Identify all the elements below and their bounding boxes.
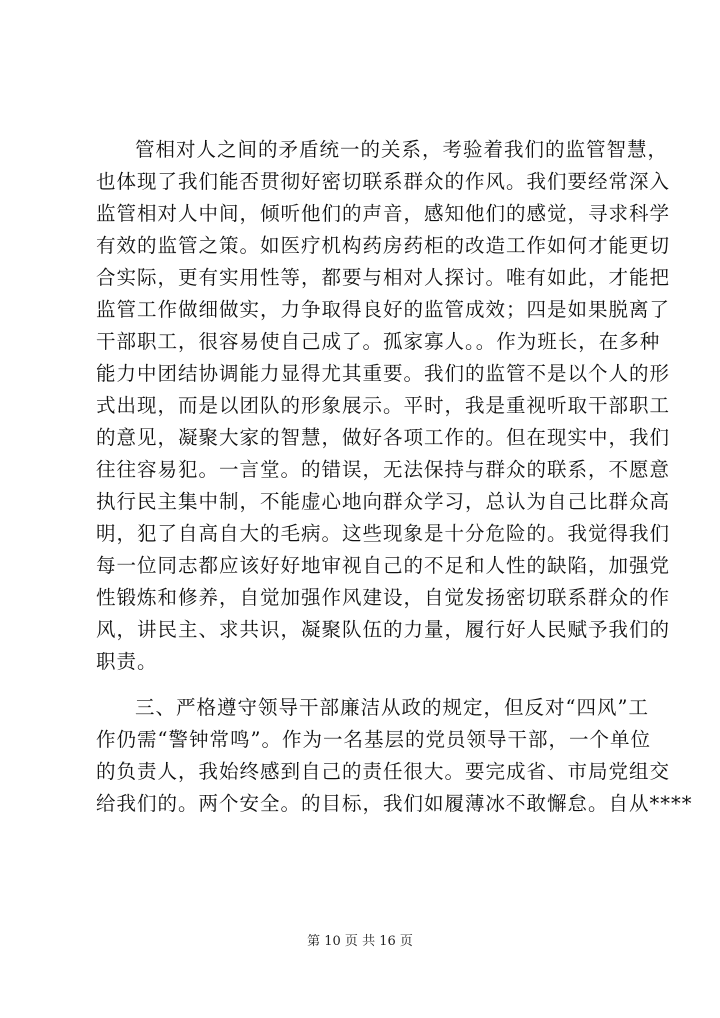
text-line: 往往容易犯。一言堂。的错误，无法保持与群众的联系，不愿意 [96, 458, 671, 481]
paragraph-gap [96, 678, 656, 692]
text-line: 管相对人之间的矛盾统一的关系，考验着我们的监管智慧， [135, 138, 669, 161]
text-line: 每一位同志都应该好好地审视自己的不足和人性的缺陷，加强党 [96, 554, 671, 577]
text-line: 合实际，更有实用性等，都要与相对人探讨。唯有如此，才能把 [96, 266, 671, 289]
text-line: 有效的监管之策。如医疗机构药房药柜的改造工作如何才能更切 [96, 234, 671, 257]
text-line: 给我们的。两个安全。的目标，我们如履薄冰不敢懈怠。自从**** [96, 792, 693, 815]
text-line: 监管工作做细做实，力争取得良好的监管成效；四是如果脱离了 [96, 298, 671, 321]
text-line: 明，犯了自高自大的毛病。这些现象是十分危险的。我觉得我们 [96, 522, 671, 545]
text-line: 性锻炼和修养，自觉加强作风建设，自觉发扬密切联系群众的作 [96, 586, 671, 609]
text-line: 执行民主集中制，不能虚心地向群众学习，总认为自己比群众高 [96, 490, 671, 513]
text-line: 的意见，凝聚大家的智慧，做好各项工作的。但在现实中，我们 [96, 426, 671, 449]
text-line: 作仍需“警钟常鸣”。作为一名基层的党员领导干部，一个单位 [96, 728, 651, 751]
text-line: 的负责人，我始终感到自己的责任很大。要完成省、市局党组交 [96, 760, 671, 783]
text-line: 能力中团结协调能力显得尤其重要。我们的监管不是以个人的形 [96, 362, 671, 385]
text-line: 监管相对人中间，倾听他们的声音，感知他们的感觉，寻求科学 [96, 202, 671, 225]
text-line: 干部职工，很容易使自己成了。孤家寡人。。作为班长，在多种 [96, 330, 661, 353]
text-line: 三、严格遵守领导干部廉洁从政的规定，但反对“四风”工 [135, 696, 649, 719]
text-line: 式出现，而是以团队的形象展示。平时，我是重视听取干部职工 [96, 394, 671, 417]
text-line: 职责。 [96, 650, 158, 673]
body-text [96, 134, 693, 820]
text-line: 也体现了我们能否贯彻好密切联系群众的作风。我们要经常深入 [96, 170, 671, 193]
text-line: 风，讲民主、求共识，凝聚队伍的力量，履行好人民赋予我们的 [96, 618, 671, 641]
page-footer: 第 10 页 共 16 页 [307, 934, 413, 949]
